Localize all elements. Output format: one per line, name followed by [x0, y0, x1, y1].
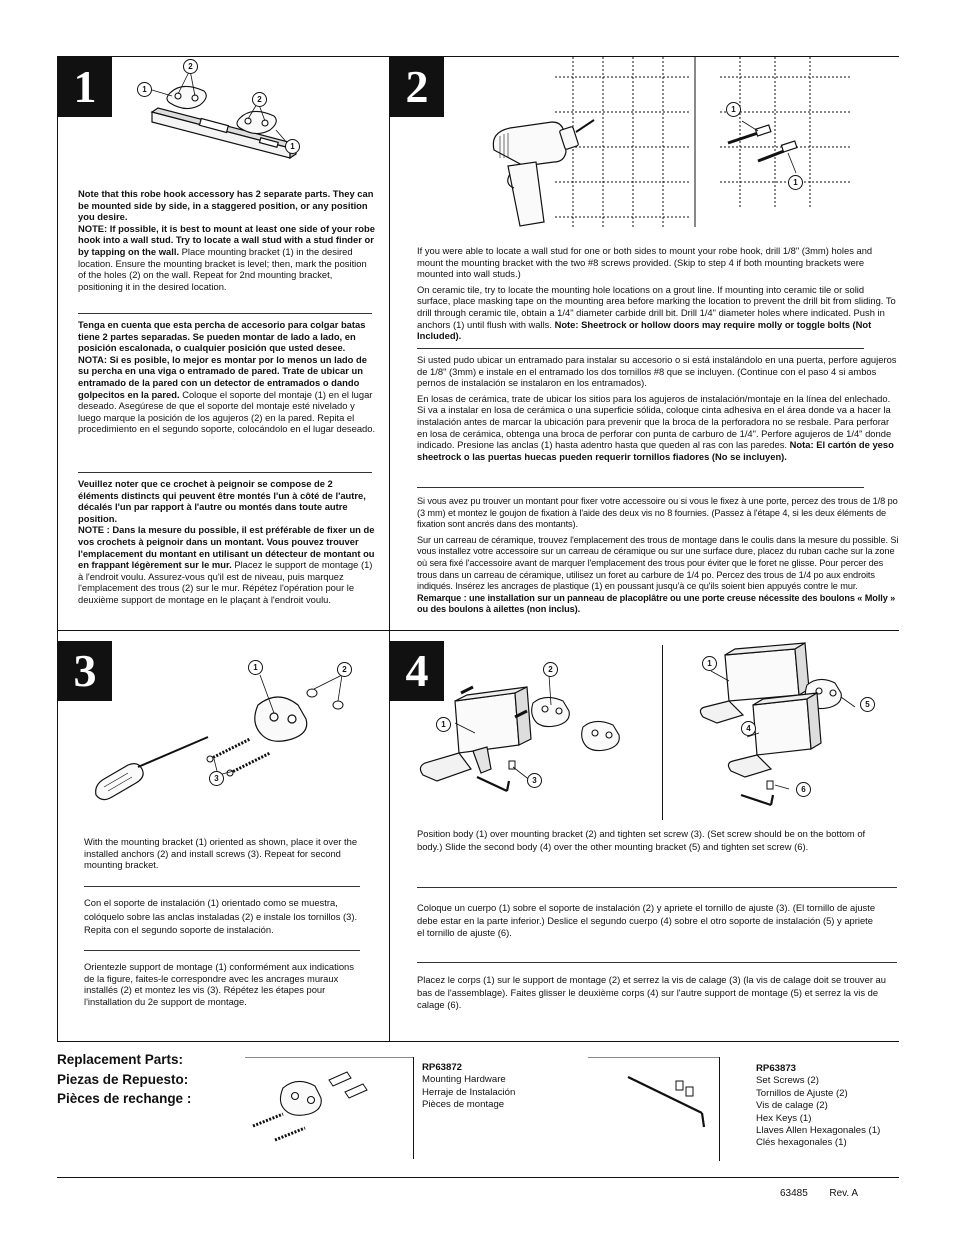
- footer: [780, 1188, 858, 1199]
- set-screw-icon: [767, 781, 773, 789]
- set-screw-icon: [686, 1087, 693, 1096]
- robe-hook-body-lower: [728, 693, 821, 777]
- step3-spanish: Con el soporte de instalación (1) orientado como se muestra, colóquelo sobre las anclas instaladas (2) e instale los tornillos (3). Repita con el segundo soporte de instalación.: [84, 897, 358, 935]
- kit-rp63872: [422, 1062, 515, 1112]
- step3-illustration: [90, 655, 370, 815]
- footer-rule: [57, 1177, 899, 1178]
- step2-en-p2: On ceramic tile, try to locate the mounting hole locations on a grout line. If mounting into ceramic tile or solid surface, place masking tape on the mounting area before marking the location to prevent the drill bit from sliding. To drill through ceramic tile, obtain a 1/4" diameter carbide drill bit. Drill 1/4" diameter holes where indicated. Push in anchors (1) until flush with walls.: [417, 283, 896, 330]
- step1-illustration: [140, 60, 320, 180]
- separator: [417, 962, 897, 963]
- step1-es-note: NOTA: Si es posible, lo mejor es montar por lo menos un lado de su percha en una viga o entramado de pared. Trate de ubicar un entramado de la pared con un detector de entramados o dando golpecitos en la pared.: [78, 353, 367, 400]
- kit2-bracket-top: [588, 1057, 719, 1058]
- step3-english: With the mounting bracket (1) oriented as shown, place it over the installed anchors (2) and install screws (3). Repeat for second mounting bracket.: [84, 836, 358, 871]
- step2-es-p1: Si usted pudo ubicar un entramado para instalar su accesorio o si está instalándolo en una puerta, perfore agujeros de 1/8" (3mm) e instale en el entramado los dos tornillos #8 que se incluyen. (Continue con el paso 4 si ambos pernos de instalación se instalaron en los entramados).: [417, 354, 897, 389]
- mounting-bracket: [255, 697, 307, 741]
- step4-illustration-right: [695, 645, 880, 815]
- screwdriver-icon: [96, 737, 208, 800]
- step2-english: [417, 245, 897, 342]
- hex-key-icon: [741, 795, 773, 805]
- revision: Rev. A: [829, 1188, 859, 1199]
- step2-wall-grid-right: [710, 57, 850, 207]
- bracket-plate-right: [237, 111, 276, 133]
- separator: [417, 887, 897, 888]
- callout: 1: [788, 175, 803, 190]
- set-screws-hexkey-illustration: [600, 1065, 720, 1140]
- step1-french: [78, 478, 376, 606]
- callout: 4: [741, 721, 756, 736]
- callout: 1: [248, 660, 263, 675]
- step2-en-note: Note: Sheetrock or hollow doors may require molly or toggle bolts (Not Included).: [417, 318, 872, 342]
- kit2-line: Set Screws (2): [756, 1075, 819, 1087]
- bracket-plate-left: [167, 86, 206, 108]
- step4-inner-divider: [662, 645, 663, 820]
- replacement-heading-fr: Pièces de rechange :: [57, 1091, 192, 1106]
- left-border: [57, 56, 58, 1042]
- step1-es-intro: Tenga en cuenta que esta percha de accesorio para colgar batas tiene 2 partes separadas. Se pueden montar de lado a lado, en posición escalonada, o cualquier posición que usted desee.: [78, 319, 366, 354]
- kit2-bracket-line: [719, 1057, 720, 1161]
- callout: 2: [337, 662, 352, 677]
- step-4-number: 4: [390, 641, 444, 701]
- hex-key-icon: [477, 777, 509, 791]
- kit2-line: Llaves Allen Hexagonales (1): [756, 1125, 881, 1137]
- step2-fr-p1: Si vous avez pu trouver un montant pour fixer votre accessoire ou si vous le fixez à une porte, percez des trous de 1/8 po (3 mm) et montez le goujon de fixation à l'aide des deux vis no 8 fournies. (Passez à l'étape 4, si les deux éléments de fixation sont ancrés dans des montants).: [417, 496, 898, 530]
- separator: [78, 313, 372, 314]
- drill-icon: [486, 110, 596, 230]
- separator: [417, 487, 864, 488]
- step1-spanish: [78, 319, 376, 435]
- callout: 5: [860, 697, 875, 712]
- bracket-spare: [582, 721, 620, 750]
- kit-rp63873: [756, 1063, 880, 1150]
- kit1-bracket-line: [413, 1057, 414, 1159]
- bottom-border: [57, 1041, 899, 1042]
- step2-fr-p2: Sur un carreau de céramique, trouvez l'emplacement des trous de montage dans le coulis dans la mesure du possible. Si vous installez votre accessoire sur un carreau de céramique ou sur une surface dure, placez du ruban cache sur la zone où sera fixé l'accessoire avant de marquer l'emplacement des trous pour éviter que le foret ne glisse. Pour percer des trous dans un carreau de céramique, utilisez un foret au carbure de 1/4 po. Percez des trous de 1/4 po aux endroits indiqués. Insérez les ancrages de plastique (1) en poussant jusqu'à ce qu'ils soient bien appuyés contre le mur.: [417, 534, 899, 592]
- callout: 1: [137, 82, 152, 97]
- step2-es-note: Nota: El cartón de yeso sheetrock o las puertas huecas pueden requerir tornillos fiadores (No se incluyen).: [417, 439, 894, 462]
- row-divider: [57, 630, 899, 631]
- separator: [84, 886, 360, 887]
- step3-french: Orientezle support de montage (1) conformément aux indications de la figure, faites-le correspondre avec les ancrages muraux installés (2) et montez les vis (3). Répétez les étapes pour l'installation du 2e support de montage.: [84, 961, 354, 1007]
- step1-en-instructions: Place mounting bracket (1) in the desired location. Ensure the mounting bracket is level; then, mark the position of the holes (2) on the wall. Repeat for 2nd mounting bracket, positioning it in the desired location.: [78, 245, 367, 292]
- kit1-line: Pièces de montage: [422, 1099, 505, 1111]
- callout: 1: [285, 139, 300, 154]
- mounting-bracket-level: [152, 108, 296, 158]
- callout: 6: [796, 782, 811, 797]
- step1-fr-instructions: Placez le support de montage (1) à l'endroit voulu. Assurez-vous qu'il est de niveau, puis marquez l'emplacement des trous (2) sur le mur. Répétez l'opération pour le deuxième support de montage en le plaçant à l'endroit voulu.: [78, 559, 373, 605]
- separator: [78, 472, 372, 473]
- step4-spanish: Coloque un cuerpo (1) sobre el soporte de instalación (2) y apriete el tornillo de ajuste (3). (El tornillo de ajuste debe estar en la parte inferior.) Deslice el segundo cuerpo (4) sobre el otro soporte de instalación (5) y apriete el tornillo de ajuste (6).: [417, 902, 876, 939]
- anchor-screws: [728, 121, 797, 173]
- replacement-heading-es: Piezas de Repuesto:: [57, 1071, 189, 1087]
- anchors: [307, 689, 343, 709]
- step1-fr-intro: Veuillez noter que ce crochet à peignoir se compose de 2 éléments distincts qui peuvent être montés l'un à côté de l'autre, décalés l'un par rapport à l'autre ou montés dans toute autre position.: [78, 478, 366, 524]
- replacement-heading-en: Replacement Parts:: [57, 1052, 184, 1067]
- step-2-number: 2: [390, 57, 444, 117]
- kit2-code: RP63873: [756, 1063, 797, 1074]
- callout: 1: [726, 102, 741, 117]
- middle-divider-top: [389, 56, 390, 630]
- separator: [84, 950, 360, 951]
- mounting-hardware-illustration: [245, 1060, 395, 1145]
- callout: 1: [702, 656, 717, 671]
- kit1-code: RP63872: [422, 1062, 463, 1073]
- kit2-line: Tornillos de Ajuste (2): [756, 1087, 848, 1099]
- step2-french: [417, 496, 903, 616]
- kit1-line: Herraje de Instalación: [422, 1086, 516, 1098]
- step-3-number: 3: [58, 641, 112, 701]
- kit2-line: Hex Keys (1): [756, 1112, 812, 1124]
- callout: 1: [436, 717, 451, 732]
- step4-french: Placez le corps (1) sur le support de montage (2) et serrez la vis de calage (3) (la vis de calage doit se trouver au bas de l'assemblage). Faites glisser le deuxième corps (4) sur l'autre support de montage (5) et serrez la vis de calage (6).: [417, 974, 886, 1011]
- step1-en-intro: Note that this robe hook accessory has 2 separate parts. They can be mounted side by side, in a staggered position, or any position you desire.: [78, 188, 374, 223]
- step1-en-note: NOTE: If possible, it is best to mount at least one side of your robe hook into a wall stud. Try to locate a wall stud with a stud finder or by tapping on the wall.: [78, 222, 375, 257]
- step2-en-p1: If you were able to locate a wall stud for one or both sides to mount your robe hook, drill 1/8" (3mm) holes and mount the mounting bracket with the two #8 screws provided. (Skip to step 4 if both mounting brackets were mounted into wall studs.): [417, 245, 873, 280]
- callout: 3: [527, 773, 542, 788]
- step2-spanish: [417, 354, 897, 462]
- kit1-bracket-top: [245, 1057, 413, 1058]
- kit2-line: Clés hexagonales (1): [756, 1137, 847, 1149]
- step1-english: [78, 188, 376, 292]
- callout: 2: [543, 662, 558, 677]
- step-1-number: 1: [58, 57, 112, 117]
- callout: 2: [183, 59, 198, 74]
- kit2-line: Vis de calage (2): [756, 1100, 828, 1112]
- callout: 2: [252, 92, 267, 107]
- step4-english: Position body (1) over mounting bracket (2) and tighten set screw (3). (Set screw should be on the bottom of body.) Slide the second body (4) over the other mounting bracket (5) and tighten set screw (6).: [417, 828, 866, 852]
- step1-fr-note: NOTE : Dans la mesure du possible, il est préférable de fixer un de vos crochets à peignoir dans un montant. Vous pouvez trouver l'emplacement du montant en utilisant un détecteur de montant ou en frappant légèrement sur le mur.: [78, 524, 375, 571]
- doc-number: 63485: [780, 1188, 808, 1199]
- step1-es-instructions: Coloque el soporte del montaje (1) en el lugar deseado. Asegúrese de que el soporte del montaje esté nivelado y luego marque la posición de los agujeros (2) en la pared. Repita el procedimiento en el segundo soporte, colocándolo en el lugar deseado.: [78, 388, 376, 435]
- set-screw-icon: [676, 1081, 683, 1090]
- replacement-heading: [57, 1050, 191, 1109]
- callout: 3: [209, 771, 224, 786]
- kit1-line: Mounting Hardware: [422, 1074, 506, 1086]
- step2-es-p2: En losas de cerámica, trate de ubicar los sitios para los agujeros de instalación/montaje en la línea del enlechado. Si va a instalar en losa de cerámica o una superficie sólida, coloque cinta adhesiva en el área donde va a hacer la instalación antes de marcar la ubicación para prevenir que la broca de la perforadora no se resbale. Para perforar en losa de cerámica, obtenga una broca de perforar con punta de carburo de 1/4". Perfore agujeros de 1/4" donde indicado. Presione las anclas (1) hasta adentro hasta que queden al ras con las paredes.: [417, 392, 892, 451]
- separator: [417, 348, 864, 349]
- step2-fr-note: Remarque : une installation sur un panneau de placoplâtre ou une porte creuse nécessite des boulons « Molly » ou des boulons à ailettes (non inclus).: [417, 592, 896, 615]
